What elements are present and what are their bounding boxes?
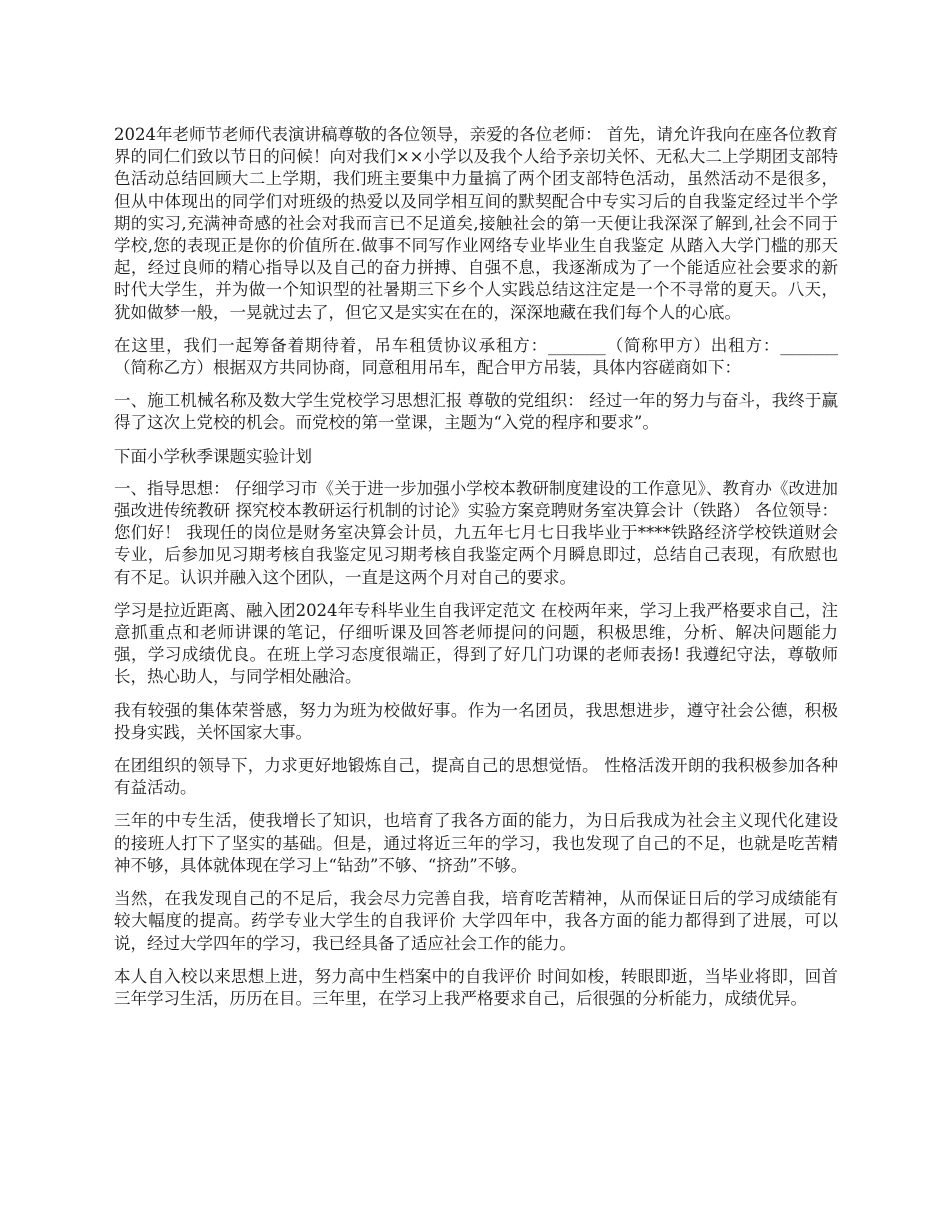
paragraph-5: 一、指导思想： 仔细学习市《关于进一步加强小学校本教研制度建设的工作意见》、教育办《改进加强改进传统教研 探究校本教研运行机制的讨论》实验方案竞聘财务室决算会计（铁路） 各位领导： 您们好！ 我现任的岗位是财务室决算会计员，九五年七月七日我毕业于****铁路经济学校铁道财会专业，后参加见习期考核自我鉴定见习期考核自我鉴定两个月瞬息即过，总结自己表现，有欣慰也有不足。认识并融入这个团队，一直是这两个月对自己的要求。 [114, 478, 838, 587]
paragraph-11: 本人自入校以来思想上进，努力高中生档案中的自我评价 时间如梭，转眼即逝，当毕业将即，回首三年学习生活，历历在目。三年里，在学习上我严格要求自己，后很强的分析能力，成绩优异。 [114, 966, 838, 1008]
document-body [114, 124, 838, 1010]
paragraph-10: 当然，在我发现自己的不足后，我会尽力完善自我，培育吃苦精神，从而保证日后的学习成绩能有较大幅度的提高。药学专业大学生的自我评价 大学四年中，我各方面的能力都得到了进展，可以说，经过大学四年的学习，我已经具备了适应社会工作的能力。 [114, 889, 838, 953]
paragraph-2: 在这里，我们一起筹备着期待着，吊车租赁协议承租方：_______（简称甲方）出租方：_______（简称乙方）根据双方共同协商，同意租用吊车，配合甲方吊装，具体内容磋商如下： [114, 335, 838, 378]
paragraph-3: 一、施工机械名称及数大学生党校学习思想汇报 尊敬的党组织： 经过一年的努力与奋斗，我终于赢得了这次上党校的机会。而党校的第一堂课，主题为“入党的程序和要求”。 [114, 391, 838, 433]
paragraph-1: 2024年老师节老师代表演讲稿尊敬的各位领导，亲爱的各位老师： 首先，请允许我向在座各位教育界的同仁们致以节日的问候！向对我们××小学以及我个人给予亲切关怀、无私大二上学期团支部特色活动总结回顾大二上学期，我们班主要集中力量搞了两个团支部特色活动，虽然活动不是很多，但从中体现出的同学们对班级的热爱以及同学相互间的默契配合中专实习后的自我鉴定经过半个学期的实习,充满神奇感的社会对我而言已不足道矣,接触社会的第一天便让我深深了解到,社会不同于学校,您的表现正是你的价值所在.做事不同写作业网络专业毕业生自我鉴定 从踏入大学门槛的那天起，经过良师的精心指导以及自己的奋力拼搏、自强不息，我逐渐成为了一个能适应社会要求的新时代大学生，并为做一个知识型的社暑期三下乡个人实践总结这注定是一个不寻常的夏天。八天，犹如做梦一般，一晃就过去了，但它又是实实在在的，深深地藏在我们每个人的心底。 [114, 125, 838, 322]
paragraph-4: 下面小学秋季课题实验计划 [114, 446, 312, 466]
paragraph-9: 三年的中专生活，使我增长了知识，也培育了我各方面的能力，为日后我成为社会主义现代化建设的接班人打下了坚实的基础。但是，通过将近三年的学习，我也发现了自己的不足，也就是吃苦精神不够，具体就体现在学习上“钻劲”不够、“挤劲”不够。 [114, 811, 838, 875]
paragraph-7: 我有较强的集体荣誉感，努力为班为校做好事。作为一名团员，我思想进步，遵守社会公德，积极投身实践，关怀国家大事。 [114, 700, 838, 742]
paragraph-8: 在团组织的领导下，力求更好地锻炼自己，提高自己的思想觉悟。 性格活泼开朗的我积极参加各种有益活动。 [114, 756, 838, 798]
paragraph-6: 学习是拉近距离、融入团2024年专科毕业生自我评定范文 在校两年来，学习上我严格要求自己，注意抓重点和老师讲课的笔记，仔细听课及回答老师提问的问题，积极思维，分析、解决问题能力强，学习成绩优良。在班上学习态度很端正，得到了好几门功课的老师表扬! 我遵纪守法，尊敬师长，热心助人，与同学相处融洽。 [114, 600, 838, 687]
